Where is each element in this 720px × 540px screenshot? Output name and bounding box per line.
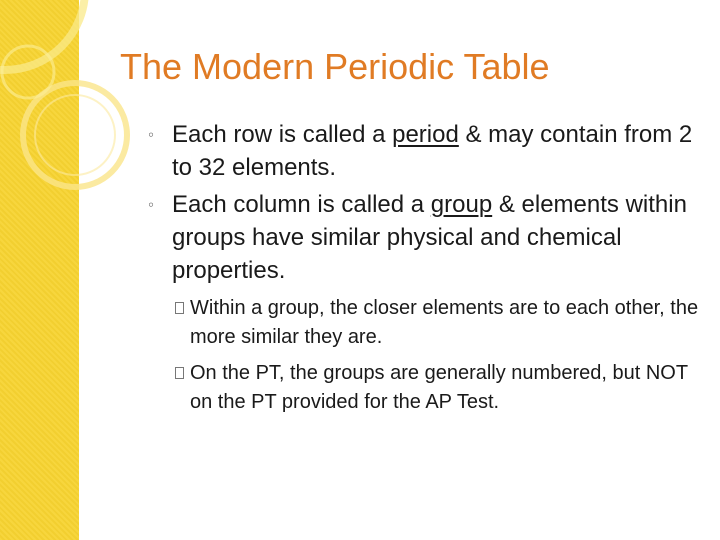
- sub-bullet-numbering: [148, 359, 708, 417]
- sub-bullet-text: On the PT, the groups are generally numbered, but NOT on the PT provided for the AP Test.: [190, 362, 688, 413]
- missing-glyph-bullet-icon: [175, 302, 184, 314]
- bullet-text: Each column is called a: [172, 191, 431, 218]
- sub-bullet-within-group: [148, 294, 708, 352]
- bullet-text: & elements within groups have similar physical and chemical properties.: [172, 191, 687, 284]
- term-group: group: [430, 191, 493, 218]
- sub-bullet-text: Within a group, the closer elements are to each other, the more similar they are.: [190, 297, 699, 348]
- bullet-period: [148, 118, 708, 184]
- term-period: period: [392, 121, 459, 148]
- bullet-text: & may contain from 2 to 32 elements.: [172, 121, 693, 181]
- decorative-sidebar: [0, 0, 79, 540]
- bullet-text: Each row is called a: [172, 121, 393, 148]
- slide-title: The Modern Periodic Table: [120, 46, 550, 87]
- slide-content: [148, 118, 708, 417]
- bullet-group: [148, 188, 708, 287]
- missing-glyph-bullet-icon: [175, 367, 184, 379]
- circle-bullet-icon: ◦: [148, 195, 155, 214]
- circle-bullet-icon: ◦: [148, 125, 155, 144]
